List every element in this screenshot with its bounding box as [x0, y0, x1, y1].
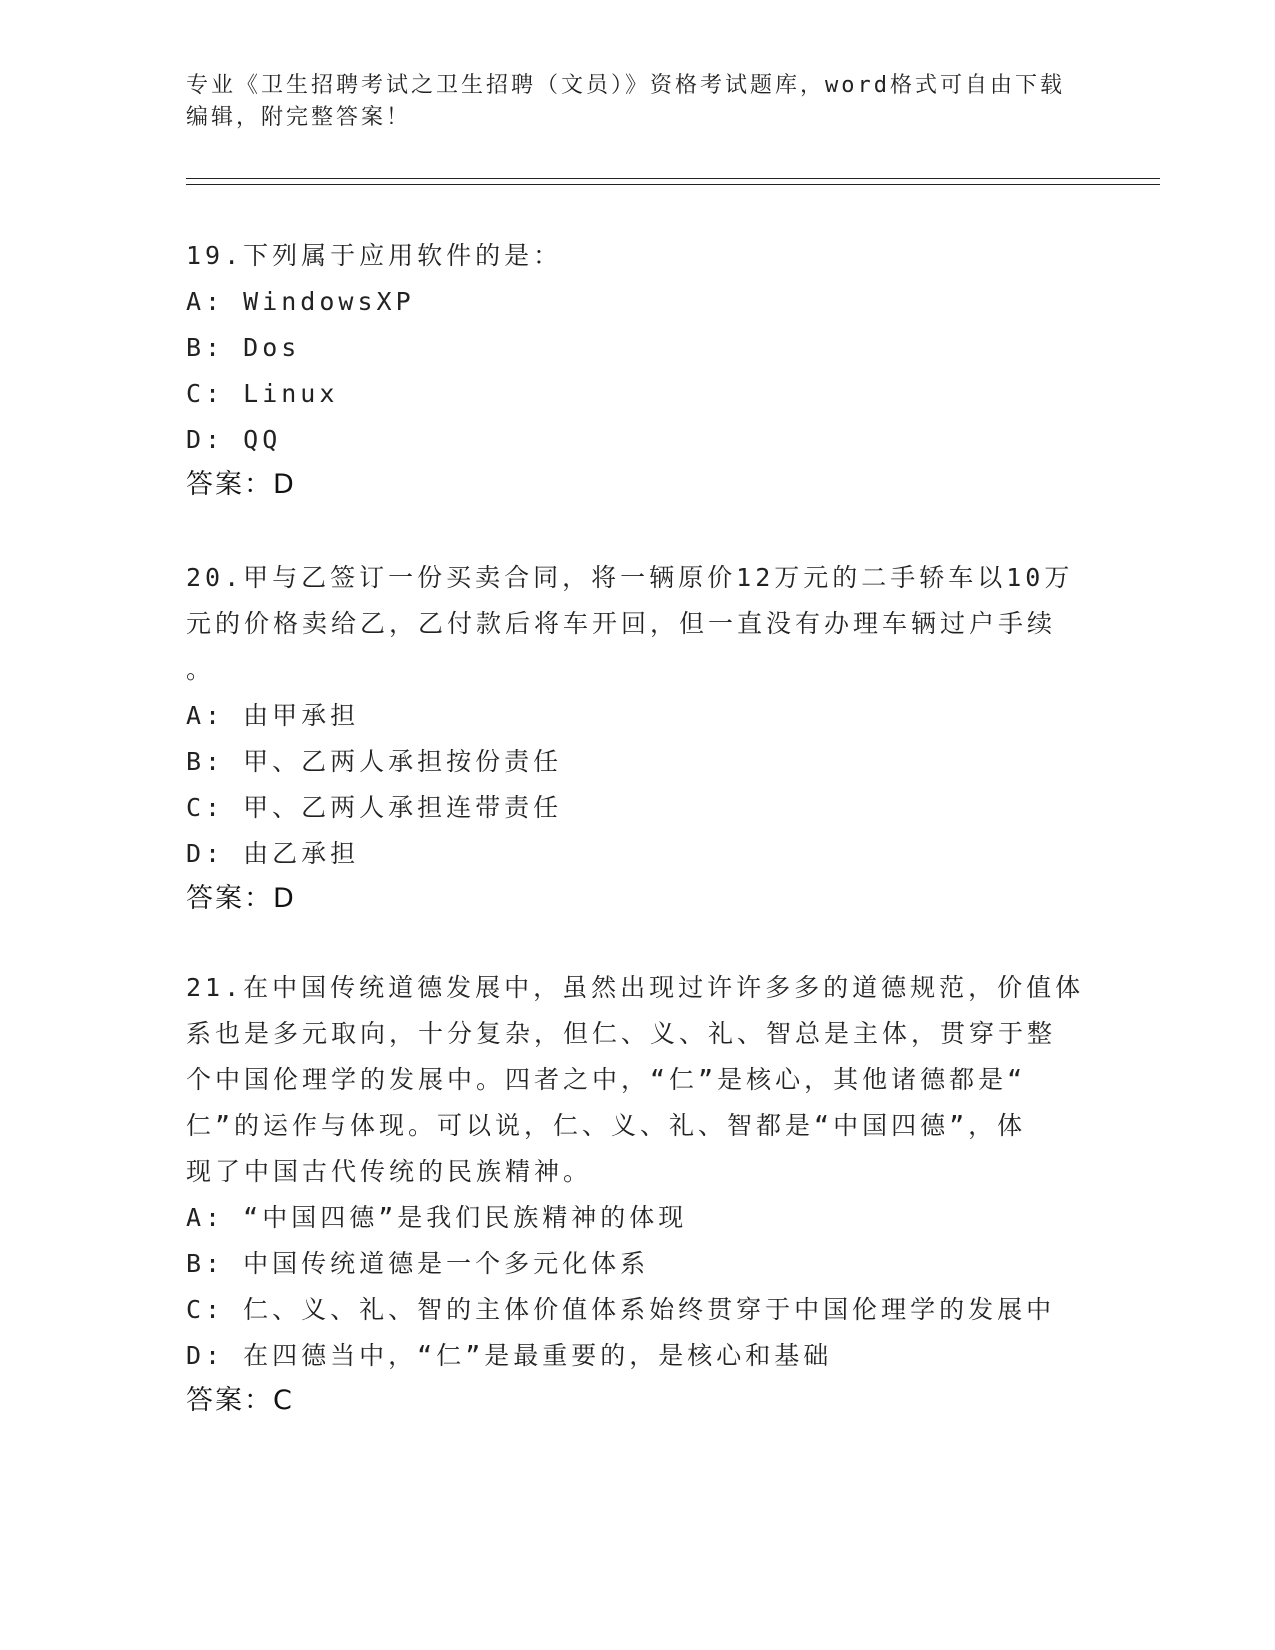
option-d: D: 在四德当中，“仁”是最重要的，是核心和基础: [186, 1341, 833, 1370]
option-b: B: 甲、乙两人承担按份责任: [186, 747, 563, 776]
header-divider-bottom: [186, 184, 1160, 185]
question-stem-line: 。: [186, 655, 216, 684]
option-a: A: “中国四德”是我们民族精神的体现: [186, 1203, 688, 1232]
header-line-2: 编辑，附完整答案！: [186, 105, 412, 130]
header-divider-top: [186, 178, 1160, 179]
option-a: A: WindowsXP: [186, 287, 415, 316]
question-stem-line: 21.在中国传统道德发展中，虽然出现过许许多多的道德规范，价值体: [186, 973, 1085, 1002]
option-d: D: 由乙承担: [186, 839, 360, 868]
document-header: [186, 70, 1086, 134]
option-c: C: 仁、义、礼、智的主体价值体系始终贯穿于中国伦理学的发展中: [186, 1295, 1056, 1324]
question-stem-line: 系也是多元取向，十分复杂，但仁、义、礼、智总是主体，贯穿于整: [186, 1019, 1057, 1048]
question-21: [186, 965, 1086, 1423]
option-a: A: 由甲承担: [186, 701, 360, 730]
option-c: C: Linux: [186, 379, 339, 408]
option-b: B: 中国传统道德是一个多元化体系: [186, 1249, 650, 1278]
question-stem-line: 个中国伦理学的发展中。四者之中，“仁”是核心，其他诸德都是“: [186, 1065, 1027, 1094]
answer-key: 答案：C: [186, 1385, 294, 1416]
question-20: [186, 555, 1086, 921]
option-c: C: 甲、乙两人承担连带责任: [186, 793, 563, 822]
header-line-1: 专业《卫生招聘考试之卫生招聘（文员）》资格考试题库，word格式可自由下载: [186, 73, 1065, 98]
option-b: B: Dos: [186, 333, 301, 362]
option-d: D: QQ: [186, 425, 282, 454]
answer-key: 答案：D: [186, 883, 296, 914]
question-stem-line: 19.下列属于应用软件的是：: [186, 241, 563, 270]
question-stem-line: 现了中国古代传统的民族精神。: [186, 1157, 593, 1186]
question-19: [186, 233, 1086, 507]
question-stem-line: 仁”的运作与体现。可以说，仁、义、礼、智都是“中国四德”，体: [186, 1111, 1027, 1140]
answer-key: 答案：D: [186, 469, 296, 500]
question-stem-line: 20.甲与乙签订一份买卖合同，将一辆原价12万元的二手轿车以10万: [186, 563, 1074, 592]
question-stem-line: 元的价格卖给乙，乙付款后将车开回，但一直没有办理车辆过户手续: [186, 609, 1057, 638]
